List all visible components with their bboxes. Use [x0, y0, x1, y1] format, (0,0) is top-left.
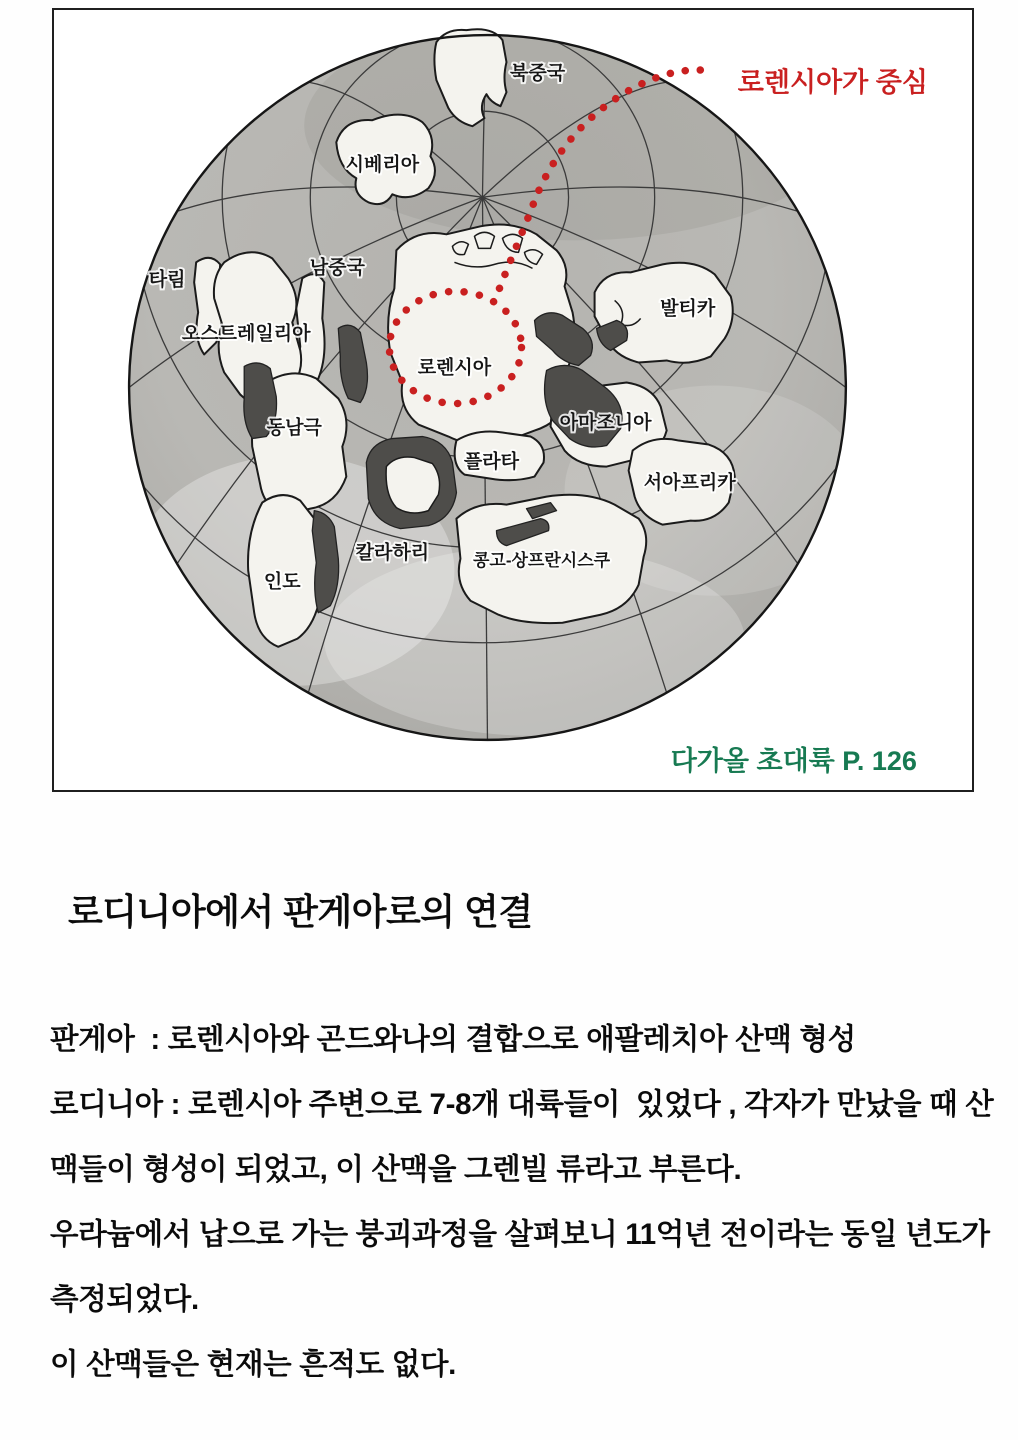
label-baltica: 발티카	[660, 298, 716, 320]
label-laurentia: 로렌시아	[417, 357, 492, 379]
body-line-2: 로디니아 : 로렌시아 주변으로 7-8개 대륙들이 있었다 , 각자가 만났을 때 산	[50, 1087, 994, 1121]
label-australia: 오스트레일리아	[181, 323, 311, 345]
label-tarim: 타림	[148, 269, 186, 291]
body-line-4: 우라늄에서 납으로 가는 붕괴과정을 살펴보니 11억년 전이라는 동일 년도가	[50, 1217, 990, 1251]
label-kalahari: 칼라하리	[355, 542, 430, 564]
label-congo: 콩고-상프란시스쿠	[473, 551, 611, 571]
label-siberia: 시베리아	[345, 154, 420, 176]
annotation-laurentia-center: 로렌시아가 중심	[737, 67, 928, 98]
label-west-africa: 서아프리카	[643, 472, 736, 494]
body-line-5: 측정되었다.	[50, 1282, 199, 1316]
rodinia-map-figure	[52, 8, 974, 792]
rodinia-globe-svg	[54, 10, 972, 790]
kalahari-inner	[386, 457, 439, 513]
label-amazonia: 아마조니아	[559, 412, 652, 434]
page-title: 로디니아에서 판게아로의 연결	[68, 891, 533, 932]
label-east-antarctica: 동남극	[266, 417, 322, 439]
body-text	[50, 1004, 994, 1394]
body-line-3: 맥들이 형성이 되었고, 이 산맥을 그렌빌 류라고 부른다.	[50, 1152, 742, 1186]
label-north-china: 북중국	[509, 63, 566, 85]
body-line-1: 판게아 : 로렌시아와 곤드와나의 결합으로 애팔레치아 산맥 형성	[50, 1022, 856, 1056]
label-plata: 플라타	[463, 451, 520, 473]
body-line-6: 이 산맥들은 현재는 흔적도 없다.	[50, 1347, 457, 1381]
figure-source-caption: 다가올 초대륙 P. 126	[670, 746, 917, 777]
label-south-china: 남중국	[309, 257, 365, 279]
label-india: 인도	[263, 571, 301, 593]
